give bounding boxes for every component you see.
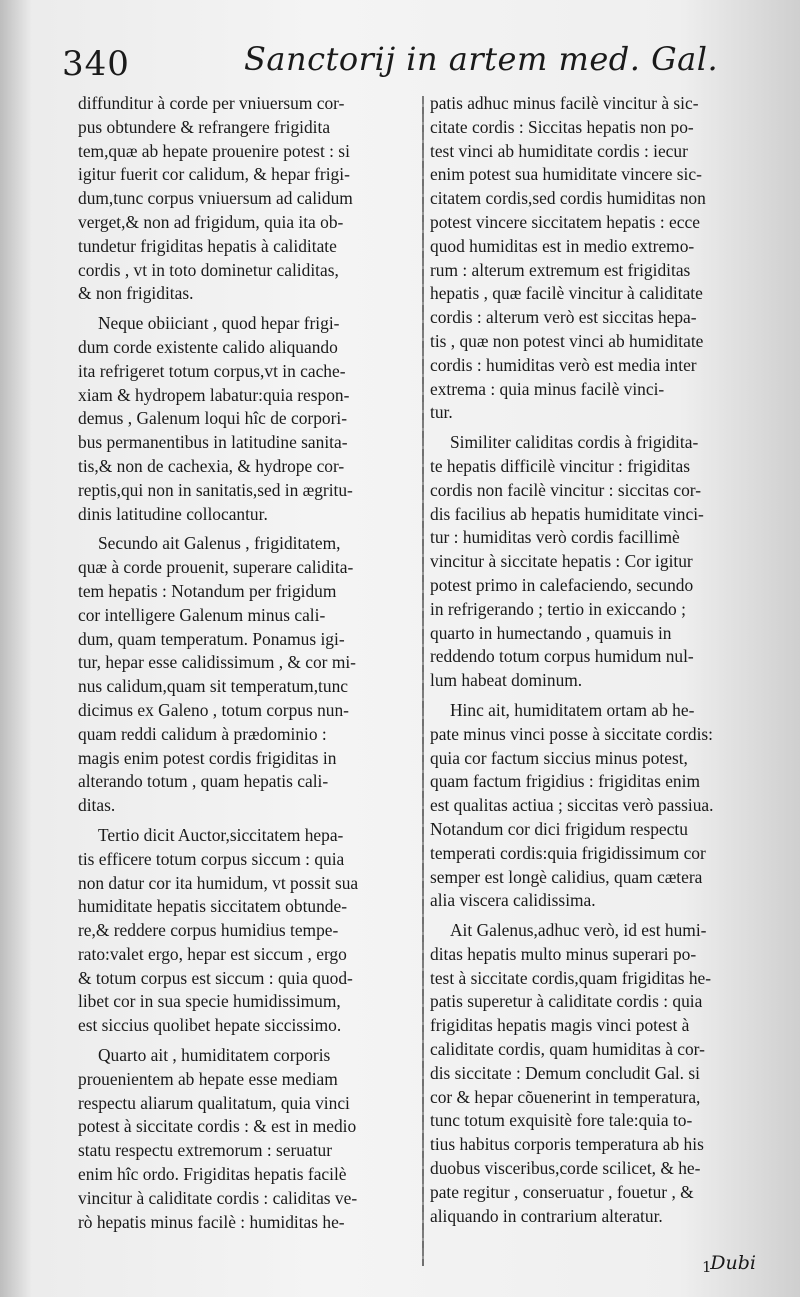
text-line: aliquando in contrarium alteratur. — [430, 1205, 663, 1226]
text-line: & non frigiditas. — [78, 283, 194, 304]
text-line: tur, hepar esse calidissimum , & cor mi- — [78, 652, 356, 673]
text-line: quam factum frigidius : frigiditas enim — [430, 771, 700, 792]
text-line: pate minus vinci posse à siccitate cordis: — [430, 723, 714, 744]
text-line: pus obtundere & refrangere frigidita — [78, 116, 331, 137]
text-line: citate cordis : Siccitas hepatis non po- — [430, 116, 694, 137]
text-line: est qualitas actiua ; siccitas verò passiua. — [430, 795, 714, 816]
text-line: in refrigerando ; tertio in exiccando ; — [430, 598, 686, 619]
text-line: diffunditur à corde per vniuersum cor- — [78, 93, 345, 113]
text-line: xiam & hydropem labatur:quia respon- — [78, 384, 350, 405]
text-line: patis adhuc minus facilè vincitur à sic- — [430, 93, 699, 113]
text-line: pate regitur , conseruatur , fouetur , & — [430, 1181, 694, 1202]
text-line: lum habeat dominum. — [430, 670, 583, 691]
text-line: quæ à corde prouenit, superare calidita- — [78, 557, 354, 578]
text-line: tur. — [430, 402, 453, 423]
text-line: enim potest sua humiditate vincere sic- — [430, 164, 702, 185]
catchword: Dubi — [710, 1252, 756, 1274]
text-line: Quarto ait , humiditatem corporis — [98, 1045, 331, 1066]
text-line: dinis latitudine collocantur. — [78, 503, 268, 524]
text-line: dum,tunc corpus vniuersum ad calidum — [78, 188, 353, 209]
text-line: te hepatis difficilè vincitur : frigiditas — [430, 455, 690, 476]
signature-mark: 1 — [702, 1258, 712, 1276]
text-line: quod humiditas est in medio extremo- — [430, 235, 695, 256]
text-line: re,& reddere corpus humidius tempe- — [78, 920, 339, 941]
text-line: Notandum cor dici frigidum respectu — [430, 818, 688, 839]
text-line: tis,& non de cachexia, & hydrope cor- — [78, 455, 345, 476]
text-line: demus , Galenum loqui hîc de corpori- — [78, 408, 348, 429]
text-line: test à siccitate cordis,quam frigiditas he- — [430, 967, 712, 988]
text-line: citatem cordis,sed cordis humiditas non — [430, 188, 706, 209]
text-line: tem,quæ ab hepate prouenire potest : si — [78, 140, 350, 161]
text-line: quarto in humectando , quamuis in — [430, 622, 672, 643]
text-line: statu respectu extremorum : seruatur — [78, 1140, 333, 1161]
text-line: verget,& non ad frigidum, quia ita ob- — [78, 211, 344, 232]
text-line: tur : humiditas verò cordis facillimè — [430, 527, 680, 548]
text-line: tunc totum exquisitè fore tale:quia to- — [430, 1110, 693, 1131]
text-line: alia viscera calidissima. — [430, 890, 596, 911]
text-line: enim hîc ordo. Frigiditas hepatis facilè — [78, 1164, 347, 1185]
text-line: Neque obiiciant , quod hepar frigi- — [98, 313, 340, 334]
text-line: potest vincere siccitatem hepatis : ecce — [430, 211, 700, 232]
text-line: Ait Galenus,adhuc verò, id est humi- — [450, 920, 707, 941]
text-line: quia cor factum siccius minus potest, — [430, 747, 688, 768]
running-head: Sanctorij in artem med. Gal. — [244, 40, 719, 78]
text-line: duobus visceribus,corde scilicet, & he- — [430, 1158, 701, 1179]
text-line: reddendo totum corpus humidum nul- — [430, 646, 694, 667]
text-line: dis siccitate : Demum concludit Gal. si — [430, 1062, 700, 1083]
text-line: quam reddi calidum à prædominio : — [78, 723, 327, 744]
text-line: vincitur à siccitate hepatis : Cor igitur — [430, 551, 693, 572]
text-line: dicimus ex Galeno , totum corpus nun- — [78, 699, 349, 720]
text-line: Secundo ait Galenus , frigiditatem, — [98, 533, 341, 554]
text-line: patis superetur à caliditate cordis : quia — [430, 991, 703, 1012]
text-line: & totum corpus est siccum : quia quod- — [78, 967, 353, 988]
text-line: cordis : humiditas verò est media inter — [430, 354, 697, 375]
text-line: alterando totum , quam hepatis cali- — [78, 771, 329, 792]
text-line: temperati cordis:quia frigidissimum cor — [430, 842, 706, 863]
text-line: cor intelligere Galenum minus cali- — [78, 604, 326, 625]
text-line: rato:valet ergo, hepar est siccum , ergo — [78, 943, 347, 964]
text-line: ditas. — [78, 795, 116, 816]
text-line: Tertio dicit Auctor,siccitatem hepa- — [98, 824, 344, 845]
column-divider — [422, 96, 424, 1266]
text-line: nus calidum,quam sit temperatum,tunc — [78, 676, 348, 697]
text-line: potest à siccitate cordis : & est in medio — [78, 1116, 357, 1137]
text-line: rò hepatis minus facilè : humiditas he- — [78, 1211, 345, 1232]
text-line: frigiditas hepatis magis vinci potest à — [430, 1015, 690, 1036]
text-line: prouenientem ab hepate esse mediam — [78, 1068, 338, 1089]
text-line: Hinc ait, humiditatem ortam ab he- — [450, 699, 695, 720]
text-line: extrema : quia minus facilè vinci- — [430, 378, 665, 399]
text-line: caliditate cordis, quam humiditas à cor- — [430, 1039, 705, 1060]
text-line: semper est longè calidius, quam cætera — [430, 866, 703, 887]
text-line: respectu aliarum qualitatum, quia vinci — [78, 1092, 350, 1113]
text-line: igitur fuerit cor calidum, & hepar frigi- — [78, 164, 350, 185]
text-line: hepatis , quæ facilè vincitur à caliditate — [430, 283, 703, 304]
text-line: tis efficere totum corpus siccum : quia — [78, 848, 345, 869]
text-line: rum : alterum extremum est frigiditas — [430, 259, 691, 280]
text-line: tius habitus corporis temperatura ab his — [430, 1134, 704, 1155]
text-line: tem hepatis : Notandum per frigidum — [78, 580, 337, 601]
text-line: non datur cor ita humidum, vt possit sua — [78, 872, 359, 893]
text-line: tundetur frigiditas hepatis à caliditate — [78, 235, 337, 256]
text-line: vincitur à caliditate cordis : caliditas ve- — [78, 1187, 358, 1208]
text-line: dum, quam temperatum. Ponamus igi- — [78, 628, 345, 649]
text-line: est siccius quolibet hepate siccissimo. — [78, 1015, 342, 1036]
right-text-column — [430, 92, 770, 1228]
text-line: cor & hepar cõuenerint in temperatura, — [430, 1086, 701, 1107]
text-line: ita refrigeret totum corpus,vt in cache- — [78, 360, 346, 381]
text-line: reptis,qui non in sanitatis,sed in ægritu- — [78, 479, 353, 500]
text-line: cordis : alterum verò est siccitas hepa- — [430, 307, 697, 328]
text-line: test vinci ab humiditate cordis : iecur — [430, 140, 688, 161]
text-line: potest primo in calefaciendo, secundo — [430, 574, 694, 595]
text-line: cordis non facilè vincitur : siccitas cor- — [430, 479, 702, 500]
left-text-column — [78, 92, 418, 1234]
text-line: humiditate hepatis siccitatem obtunde- — [78, 896, 347, 917]
text-line: libet cor in sua specie humidissimum, — [78, 991, 341, 1012]
text-line: magis enim potest cordis frigiditas in — [78, 747, 337, 768]
text-line: tis , quæ non potest vinci ab humiditate — [430, 330, 704, 351]
text-line: Similiter caliditas cordis à frigidita- — [450, 432, 699, 453]
text-line: cordis , vt in toto dominetur caliditas, — [78, 259, 339, 280]
text-line: dum corde existente calido aliquando — [78, 336, 338, 357]
text-line: dis facilius ab hepatis humiditate vinci- — [430, 503, 704, 524]
page-number: 340 — [62, 44, 130, 84]
text-line: ditas hepatis multo minus superari po- — [430, 943, 697, 964]
text-line: bus permanentibus in latitudine sanita- — [78, 432, 348, 453]
